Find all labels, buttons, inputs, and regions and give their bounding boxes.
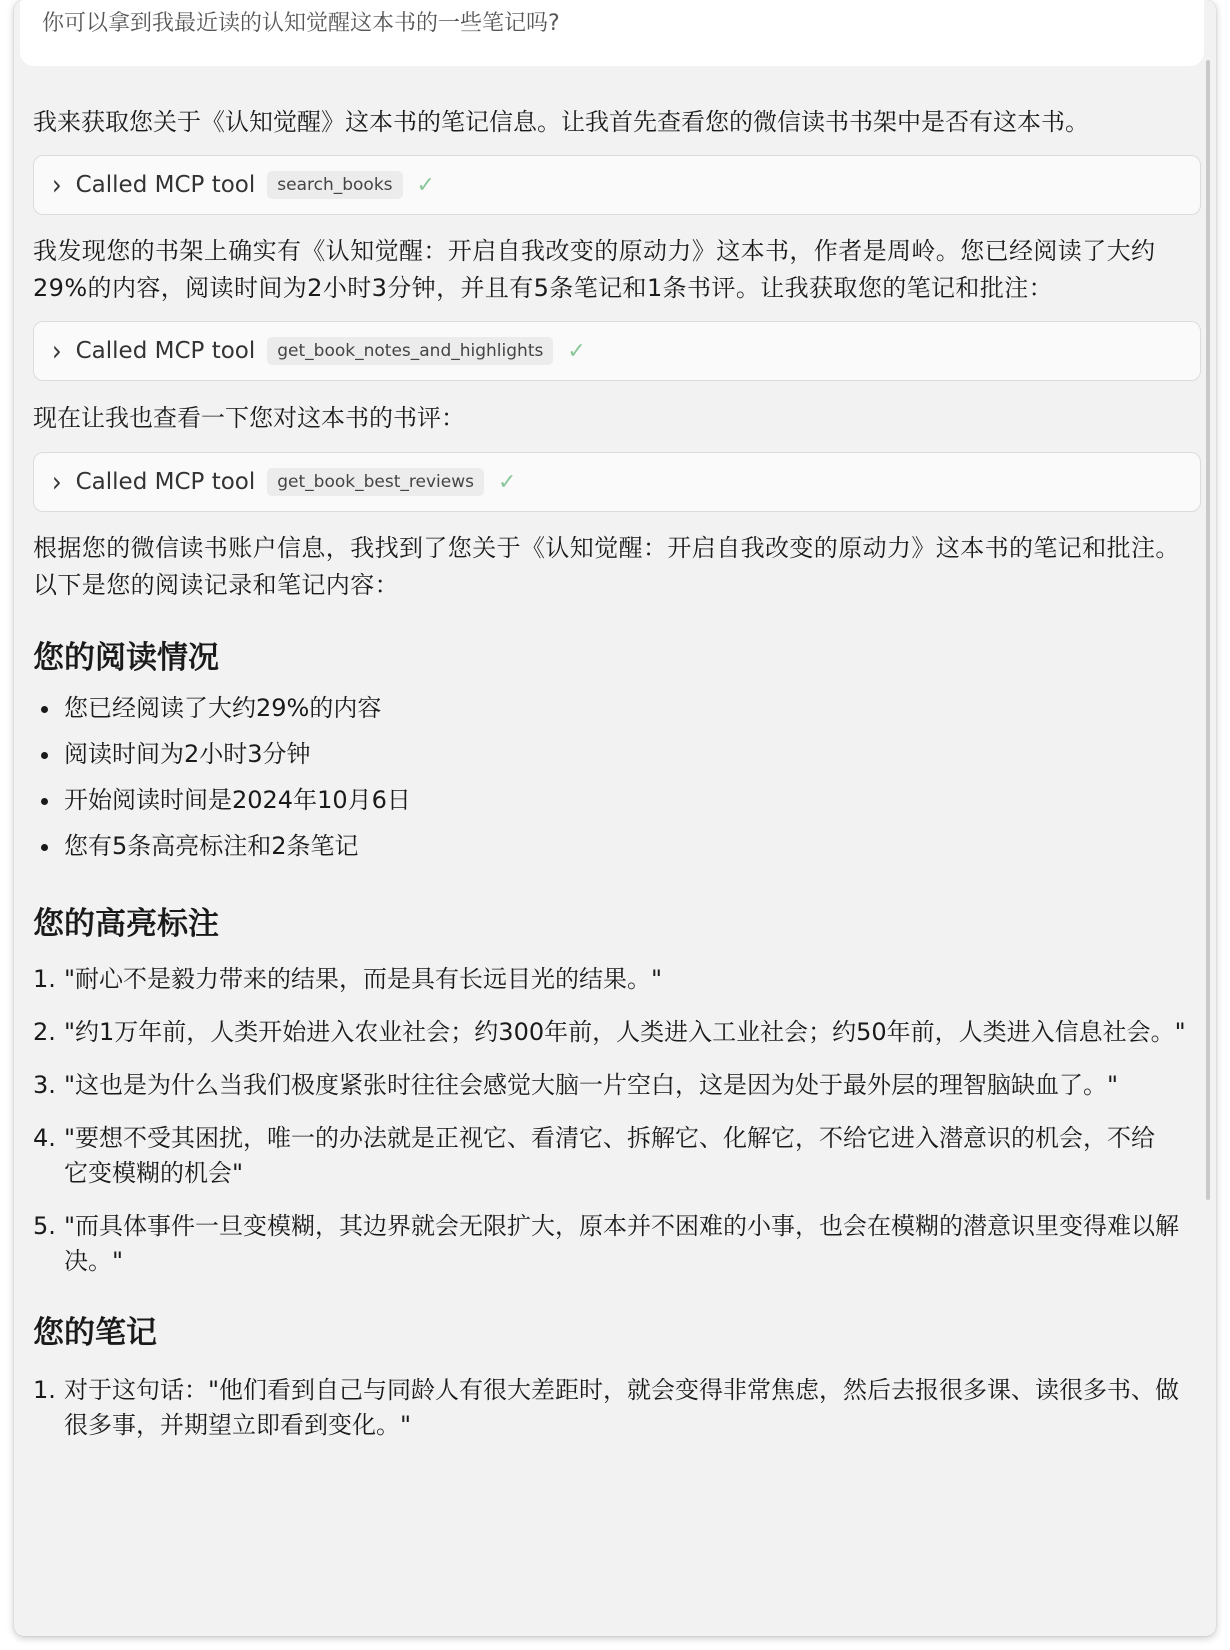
item-number: 5. <box>33 1212 56 1240</box>
assistant-response <box>33 104 1201 1443</box>
item-number: 2. <box>33 1018 56 1046</box>
item-number: 4. <box>33 1124 56 1152</box>
list-item <box>33 962 1201 997</box>
tool-name-badge: search_books <box>267 171 402 199</box>
list-item: 您有5条高亮标注和2条笔记 <box>33 828 1201 874</box>
item-number: 1. <box>33 1376 56 1404</box>
tool-call-get-reviews[interactable] <box>33 452 1201 512</box>
list-item <box>33 1015 1201 1050</box>
tool-name-badge: get_book_best_reviews <box>267 468 484 496</box>
highlights-list <box>33 962 1201 1279</box>
highlights-heading: 您的高亮标注 <box>33 906 219 942</box>
assistant-intro: 我来获取您关于《认知觉醒》这本书的笔记信息。让我首先查看您的微信读书书架中是否有这本书。 <box>33 108 1089 136</box>
list-item <box>33 1373 1201 1443</box>
reading-status-heading: 您的阅读情况 <box>33 640 219 676</box>
list-item: 开始阅读时间是2024年10月6日 <box>33 782 1201 828</box>
highlight-text: "要想不受其困扰，唯一的办法就是正视它、看清它、拆解它、化解它，不给它进入潜意识的机会，不给它变模糊的机会" <box>64 1124 1156 1187</box>
assistant-review-paragraph: 现在让我也查看一下您对这本书的书评： <box>33 404 465 432</box>
tool-call-label: Called MCP tool <box>75 338 256 364</box>
tool-name-badge: get_book_notes_and_highlights <box>267 337 553 365</box>
item-number: 3. <box>33 1071 56 1099</box>
chat-window <box>14 0 1216 1636</box>
list-item <box>33 1068 1201 1103</box>
scrollbar[interactable] <box>1206 60 1210 1200</box>
assistant-summary-paragraph: 根据您的微信读书账户信息，我找到了您关于《认知觉醒：开启自我改变的原动力》这本书的笔记和批注。以下是您的阅读记录和笔记内容： <box>33 534 1180 599</box>
notes-heading: 您的笔记 <box>33 1315 157 1351</box>
notes-list <box>33 1373 1201 1443</box>
list-item <box>33 1121 1201 1191</box>
checkmark-icon: ✓ <box>416 172 435 198</box>
highlight-text: "这也是为什么当我们极度紧张时往往会感觉大脑一片空白，这是因为处于最外层的理智脑缺血了。" <box>64 1071 1119 1099</box>
tool-call-label: Called MCP tool <box>75 469 256 495</box>
assistant-found-paragraph: 我发现您的书架上确实有《认知觉醒：开启自我改变的原动力》这本书，作者是周岭。您已经阅读了大约29%的内容，阅读时间为2小时3分钟，并且有5条笔记和1条书评。让我获取您的笔记和批注： <box>33 237 1156 302</box>
highlight-text: "约1万年前，人类开始进入农业社会；约300年前，人类进入工业社会；约50年前，人类进入信息社会。" <box>64 1018 1186 1046</box>
tool-call-label: Called MCP tool <box>75 172 256 198</box>
checkmark-icon: ✓ <box>567 338 586 364</box>
user-message-text: 你可以拿到我最近读的认知觉醒这本书的一些笔记吗? <box>42 11 560 36</box>
list-item: 您已经阅读了大约29%的内容 <box>33 690 1201 736</box>
chevron-right-icon: › <box>52 168 62 202</box>
note-text: 对于这句话："他们看到自己与同龄人有很大差距时，就会变得非常焦虑，然后去报很多课、读很多书、做很多事，并期望立即看到变化。" <box>64 1376 1180 1439</box>
user-message-bubble <box>20 0 1204 66</box>
tool-call-get-notes[interactable] <box>33 321 1201 381</box>
highlight-text: "耐心不是毅力带来的结果，而是具有长远目光的结果。" <box>64 965 663 993</box>
highlight-text: "而具体事件一旦变模糊，其边界就会无限扩大，原本并不困难的小事，也会在模糊的潜意识里变得难以解决。" <box>64 1212 1180 1275</box>
chevron-right-icon: › <box>52 465 62 499</box>
checkmark-icon: ✓ <box>497 469 517 495</box>
chevron-right-icon: › <box>52 334 62 368</box>
list-item <box>33 1209 1201 1279</box>
list-item: 阅读时间为2小时3分钟 <box>33 736 1201 782</box>
tool-call-search-books[interactable] <box>33 155 1201 215</box>
item-number: 1. <box>33 965 56 993</box>
reading-status-list <box>33 690 1201 874</box>
